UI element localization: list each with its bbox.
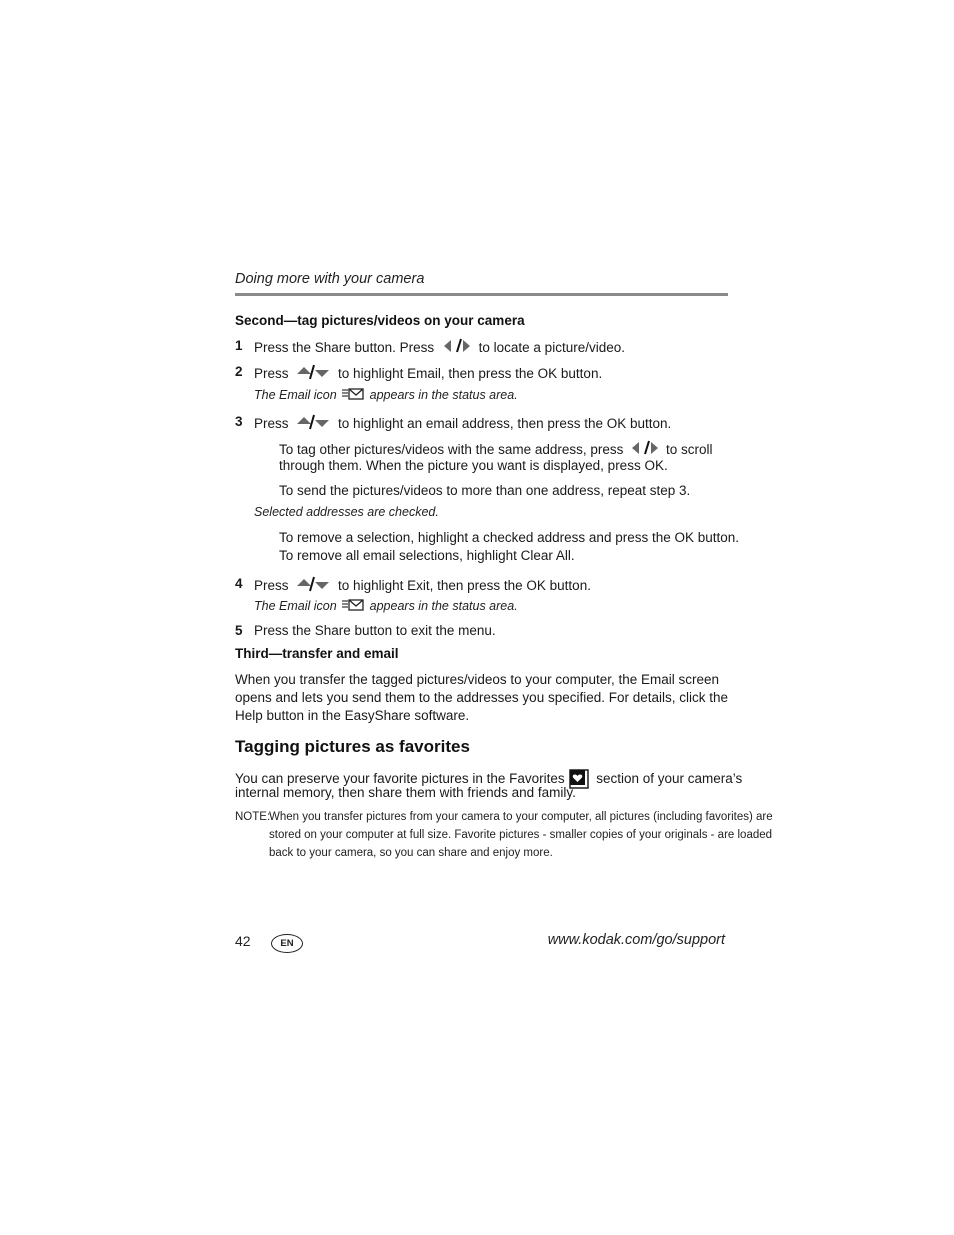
step-2-text-post: to highlight Email, then press the OK button. xyxy=(338,366,603,382)
email-status-note-2-post: appears in the status area. xyxy=(369,598,518,613)
email-status-note xyxy=(254,387,518,404)
send-more-text: To send the pictures/videos to more than one address, repeat step 3. xyxy=(279,483,691,498)
favorites-line-1-post: section of your camera’s xyxy=(596,771,743,787)
third-line-3: Help button in the EasyShare software. xyxy=(235,708,470,723)
step-4-text-post: to highlight Exit, then press the OK button. xyxy=(338,578,591,594)
step-number-1: 1 xyxy=(235,338,243,353)
email-status-icon xyxy=(342,387,364,404)
up-down-arrows-icon xyxy=(295,575,331,598)
note-line-3: back to your camera, so you can share and enjoy more. xyxy=(269,847,553,859)
step-number-5: 5 xyxy=(235,623,243,638)
page-number: 42 xyxy=(235,933,251,949)
step-4-text-pre: Press xyxy=(254,578,289,594)
step-1 xyxy=(254,337,625,360)
step-number-2: 2 xyxy=(235,364,243,379)
tag-other-text-pre: To tag other pictures/videos with the same address, press xyxy=(279,442,624,458)
step-1-text-post: to locate a picture/video. xyxy=(478,340,625,356)
step-5-text: Press the Share button to exit the menu. xyxy=(254,623,496,638)
remove-line-1: To remove a selection, highlight a checked address and press the OK button. xyxy=(279,530,740,545)
section-heading-third: Third—transfer and email xyxy=(235,646,399,661)
step-3-text-post: to highlight an email address, then press the OK button. xyxy=(338,416,672,432)
note-line-2: stored on your computer at full size. Favorite pictures - smaller copies of your originals - are loaded xyxy=(269,829,773,841)
favorites-line-2: internal memory, then share them with friends and family. xyxy=(235,785,576,800)
email-status-icon xyxy=(342,598,364,615)
step-number-4: 4 xyxy=(235,576,243,591)
step-2-text-pre: Press xyxy=(254,366,289,382)
support-url[interactable]: www.kodak.com/go/support xyxy=(547,932,725,948)
note-label: NOTE: xyxy=(235,811,271,823)
step-1-text-pre: Press the Share button. Press xyxy=(254,340,435,356)
step-3-text-pre: Press xyxy=(254,416,289,432)
language-badge: EN xyxy=(271,934,303,953)
tag-other-text-post: to scroll xyxy=(665,442,713,458)
remove-line-2: To remove all email selections, highlight Clear All. xyxy=(279,548,575,563)
tag-other-line-2: through them. When the picture you want is displayed, press OK. xyxy=(279,458,668,473)
email-status-note-2-pre: The Email icon xyxy=(254,598,337,613)
up-down-arrows-icon xyxy=(295,413,331,436)
running-header: Doing more with your camera xyxy=(235,271,425,287)
step-2 xyxy=(254,363,602,386)
step-4 xyxy=(254,575,591,598)
third-line-1: When you transfer the tagged pictures/videos to your computer, the Email screen xyxy=(235,672,720,687)
header-rule xyxy=(235,293,728,296)
email-status-note-pre: The Email icon xyxy=(254,387,337,402)
step-number-3: 3 xyxy=(235,414,243,429)
email-status-note-post: appears in the status area. xyxy=(369,387,518,402)
selected-checked-note: Selected addresses are checked. xyxy=(254,505,439,519)
favorites-line-1-pre: You can preserve your favorite pictures in the Favorites xyxy=(235,771,565,787)
up-down-arrows-icon xyxy=(295,363,331,386)
left-right-arrows-icon xyxy=(442,337,472,360)
step-3 xyxy=(254,413,671,436)
email-status-note-2 xyxy=(254,598,518,615)
section-heading-second: Second—tag pictures/videos on your camera xyxy=(235,313,525,328)
section-heading-favorites: Tagging pictures as favorites xyxy=(235,737,470,756)
third-line-2: opens and lets you send them to the addresses you specified. For details, click the xyxy=(235,690,729,705)
note-line-1: When you transfer pictures from your camera to your computer, all pictures (including favorites) are xyxy=(269,811,773,823)
